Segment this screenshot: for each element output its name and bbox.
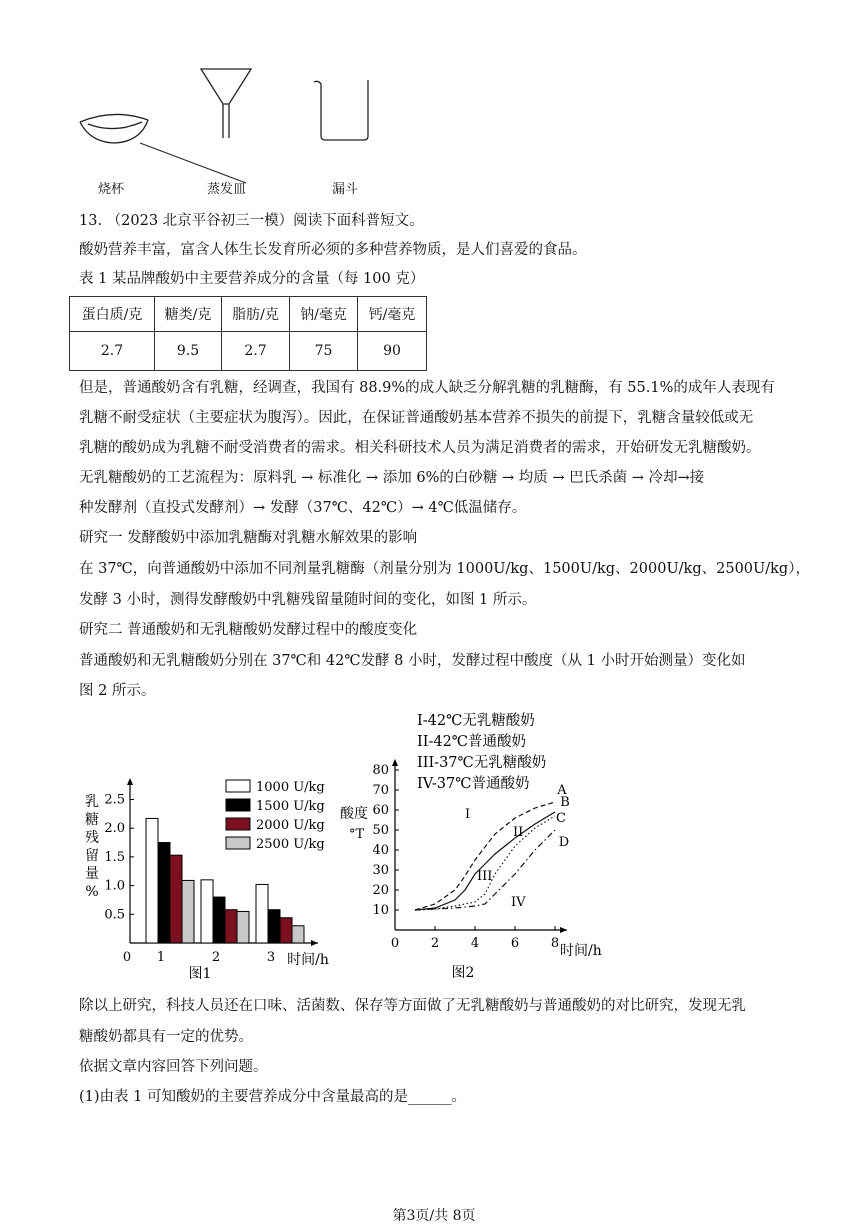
y-tick-label: 80 [372, 763, 389, 778]
y-tick-label: 70 [372, 783, 389, 798]
legend-entry: IV-37℃普通酸奶 [417, 776, 530, 792]
table-header-cell: 糖类/克 [155, 297, 222, 332]
paragraph-line: 除以上研究，科技人员还在口味、活菌数、保存等方面做了无乳糖酸奶与普通酸奶的对比研究，发现无乳 [79, 998, 746, 1014]
y-tick-label: 1.0 [104, 878, 125, 894]
y-axis-label: 酸度 [340, 806, 368, 822]
paragraph-line: 糖酸奶都具有一定的优势。 [79, 1029, 253, 1045]
y-tick-label: 60 [372, 803, 389, 818]
process-flow-line: 种发酵剂（直投式发酵剂）→ 发酵（37℃、42℃）→ 4℃低温储存。 [79, 500, 527, 516]
table-header-cell: 蛋白质/克 [70, 297, 155, 332]
apparatus-label-dish: 蒸发皿 [207, 182, 247, 197]
legend-entry: I-42℃无乳糖酸奶 [417, 713, 535, 729]
instruction-line: 依据文章内容回答下列问题。 [79, 1059, 268, 1075]
x-tick-label: 8 [550, 936, 560, 951]
y-axis-label-char: 乳 [85, 794, 99, 810]
bar [268, 910, 280, 943]
y-tick-label: 2.5 [104, 792, 125, 808]
table-value-cell: 9.5 [155, 332, 222, 371]
paragraph-line: 图 2 所示。 [79, 683, 156, 699]
bar [182, 880, 194, 943]
figure2-caption: 图2 [451, 965, 475, 981]
y-tick-label: 40 [372, 843, 389, 858]
series-line [415, 802, 555, 910]
x-axis-label: 时间/h [560, 943, 602, 959]
page-footer: 第3页/共 8页 [392, 1208, 476, 1224]
study-one-title: 研究一 发酵酸奶中添加乳糖酶对乳糖水解效果的影响 [79, 530, 418, 546]
y-tick-label: 1.5 [104, 849, 125, 865]
x-tick-label: 2 [211, 950, 221, 965]
x-tick-label: 4 [470, 936, 480, 951]
x-tick-label: 6 [510, 936, 520, 951]
intro-text: 酸奶营养丰富，富含人体生长发育所必须的多种营养物质，是人们喜爱的食品。 [79, 242, 587, 258]
bar [256, 884, 268, 943]
bar [280, 918, 292, 943]
beaker-icon [314, 80, 368, 140]
series-line [415, 816, 555, 910]
bar [201, 880, 213, 943]
series-end-label: D [558, 835, 570, 850]
x-tick-label: 0 [390, 936, 400, 951]
paragraph-line: 在 37℃，向普通酸奶中添加不同剂量乳糖酶（剂量分别为 1000U/kg、1500U/kg、2000U/kg、2500U/kg）， [79, 561, 810, 577]
y-axis-label-char: 糖 [85, 812, 99, 828]
x-tick-label: 0 [122, 950, 132, 965]
x-tick-label: 3 [266, 950, 276, 965]
y-tick-label: 0.5 [104, 907, 125, 923]
question-1: (1)由表 1 可知酸奶的主要营养成分中含量最高的是______。 [79, 1089, 466, 1105]
series-line [415, 812, 555, 910]
question-header: 13. （2023 北京平谷初三一模）阅读下面科普短文。 [79, 213, 424, 229]
paragraph-line: 但是，普通酸奶含有乳糖，经调查，我国有 88.9%的成人缺乏分解乳糖的乳糖酶，有 55.1%的成年人表现有 [79, 380, 775, 396]
table-header-cell: 脂肪/克 [222, 297, 290, 332]
table-value-cell: 2.7 [70, 332, 155, 371]
funnel-icon [201, 69, 251, 138]
figure2-line-chart [335, 705, 625, 985]
y-axis-arrow [127, 778, 133, 785]
paragraph-line: 乳糖的酸奶成为乳糖不耐受消费者的需求。相关科研技术人员为满足消费者的需求，开始研发无乳糖酸奶。 [79, 440, 761, 456]
legend-swatch [226, 780, 250, 792]
study-two-title: 研究二 普通酸奶和无乳糖酸奶发酵过程中的酸度变化 [79, 622, 418, 638]
series-label: IV [511, 895, 526, 910]
table-value-cell: 2.7 [222, 332, 290, 371]
process-flow-line: 无乳糖酸奶的工艺流程为：原料乳 → 标准化 → 添加 6%的白砂糖 → 均质 → 巴氏杀菌 → 冷却→接 [79, 470, 705, 486]
figure1-bar-chart [80, 770, 340, 985]
y-axis-arrow [392, 759, 398, 766]
apparatus-figure [0, 0, 868, 200]
legend-label: 2000 U/kg [256, 818, 325, 833]
y-axis-label-char: 留 [85, 848, 99, 864]
y-tick-label: 50 [372, 823, 389, 838]
y-tick-label: 30 [372, 863, 389, 878]
series-end-label: C [556, 811, 566, 826]
figure1-caption: 图1 [188, 966, 212, 982]
legend-label: 1500 U/kg [256, 799, 325, 814]
apparatus-label-funnel: 漏斗 [332, 182, 359, 197]
bar [237, 911, 249, 943]
series-end-label: B [560, 795, 570, 810]
bar [158, 843, 170, 943]
legend-swatch [226, 799, 250, 811]
y-tick-label: 2.0 [104, 821, 125, 837]
legend-swatch [226, 818, 250, 830]
table-value-cell: 75 [290, 332, 358, 371]
x-tick-label: 1 [156, 950, 166, 965]
bar [292, 926, 304, 943]
table-value-cell: 90 [358, 332, 427, 371]
y-tick-label: 20 [372, 883, 389, 898]
legend-label: 2500 U/kg [256, 837, 325, 852]
series-end-label: A [557, 783, 567, 798]
series-label: III [477, 869, 493, 884]
bar [170, 855, 182, 943]
table-header-cell: 钙/毫克 [358, 297, 427, 332]
table-header-cell: 钠/毫克 [290, 297, 358, 332]
bar [225, 910, 237, 943]
y-axis-label-char: 残 [85, 830, 99, 846]
paragraph-line: 乳糖不耐受症状（主要症状为腹泻）。因此，在保证普通酸奶基本营养不损失的前提下，乳糖含量较低或无 [79, 410, 754, 426]
paragraph-line: 普通酸奶和无乳糖酸奶分别在 37℃和 42℃发酵 8 小时，发酵过程中酸度（从 1 小时开始测量）变化如 [79, 653, 746, 669]
nutrition-table [69, 296, 427, 371]
bar [213, 897, 225, 943]
y-tick-label: 10 [372, 903, 389, 918]
y-axis-label-char: % [85, 884, 99, 900]
paragraph-line: 发酵 3 小时，测得发酵酸奶中乳糖残留量随时间的变化，如图 1 所示。 [79, 592, 537, 608]
y-axis-label-char: 量 [85, 866, 99, 882]
x-axis-label: 时间/h [287, 952, 329, 968]
legend-swatch [226, 837, 250, 849]
series-label: II [513, 825, 524, 840]
legend-entry: II-42℃普通酸奶 [417, 734, 527, 750]
evaporating-dish-icon [80, 114, 148, 143]
series-label: I [465, 807, 471, 822]
x-axis-arrow [560, 927, 567, 933]
pointer-line [140, 143, 246, 183]
legend-entry: III-37℃无乳糖酸奶 [417, 755, 547, 771]
apparatus-label-beaker: 烧杯 [98, 182, 125, 197]
x-tick-label: 2 [430, 936, 440, 951]
x-axis-arrow [311, 940, 318, 946]
bar [146, 818, 158, 943]
y-axis-unit: °T [349, 827, 365, 842]
table-title: 表 1 某品牌酸奶中主要营养成分的含量（每 100 克） [79, 271, 425, 287]
legend-label: 1000 U/kg [256, 780, 325, 795]
